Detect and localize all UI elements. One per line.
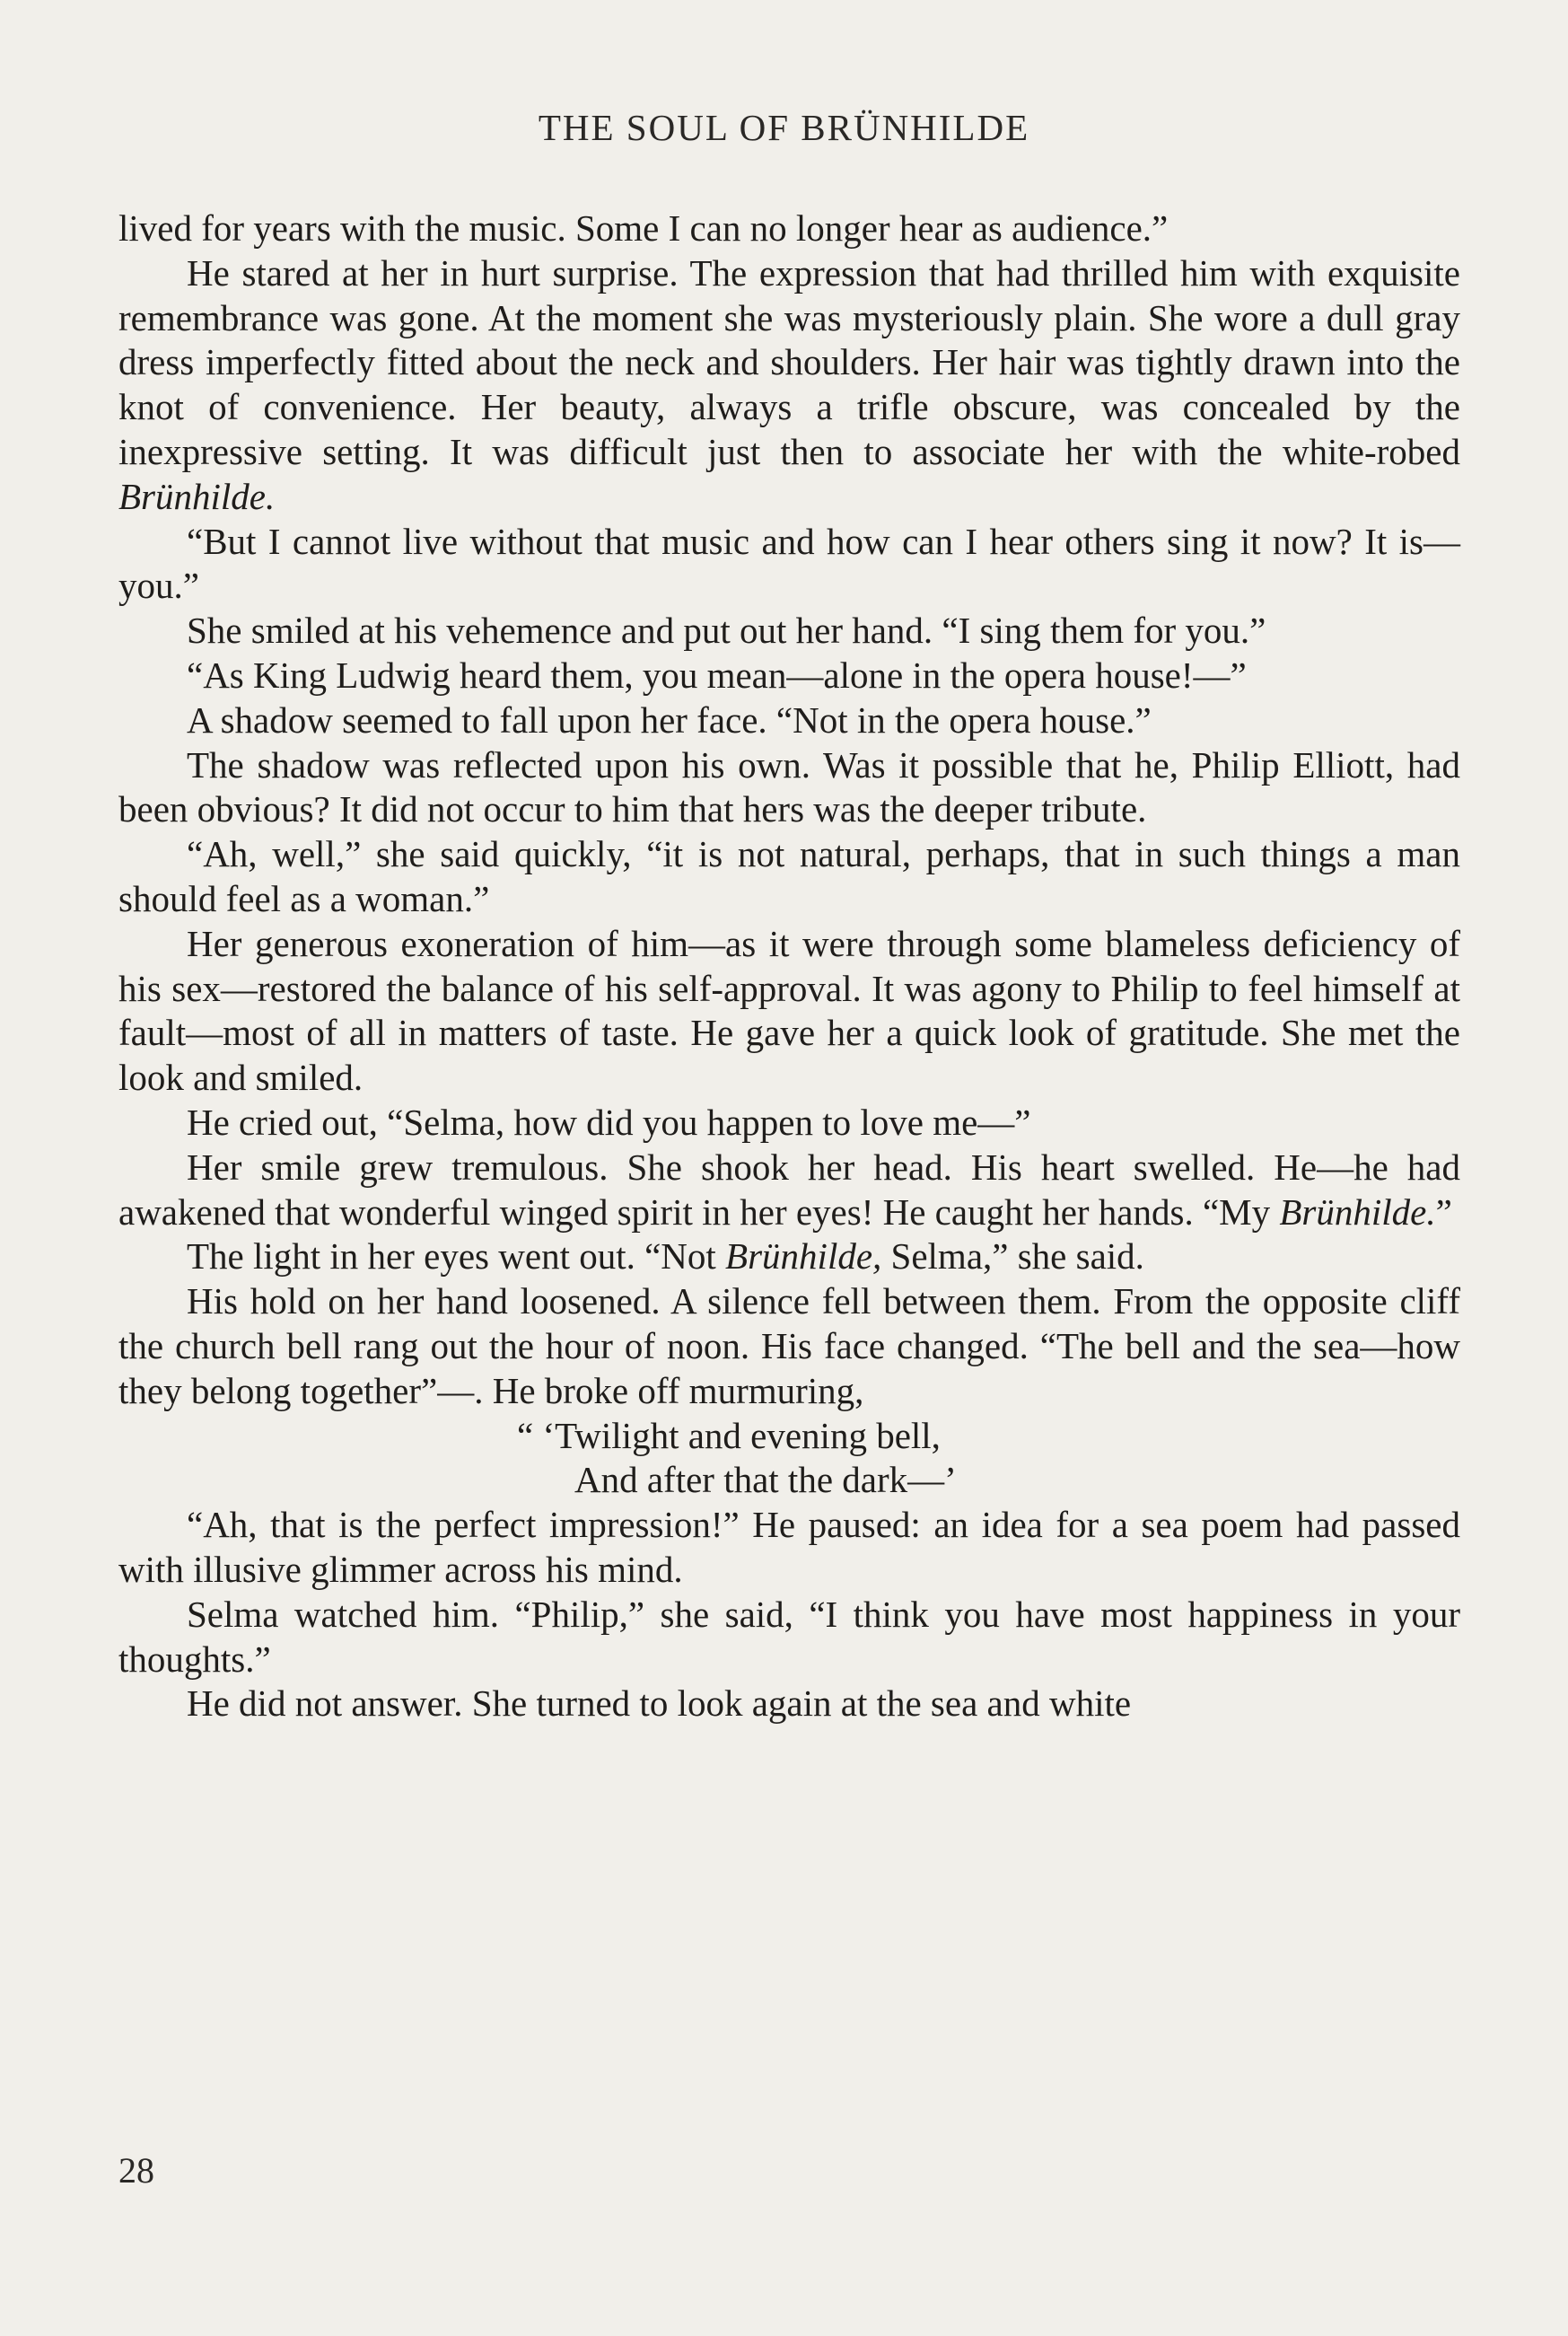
paragraph-2-italic: Brünhilde. xyxy=(118,475,276,517)
paragraph-16: He did not answer. She turned to look again at the sea and white xyxy=(187,1682,1132,1725)
paragraph-12-text: The light in her eyes went out. “Not xyxy=(187,1235,726,1278)
paragraph-10: He cried out, “Selma, how did you happen to love me—” xyxy=(187,1101,1031,1143)
paragraph-11-end: ” xyxy=(1435,1190,1452,1233)
body-text xyxy=(118,206,1460,1726)
paragraph-12 xyxy=(118,1234,1460,1279)
paragraph-11-text: Her smile grew tremulous. She shook her head. His heart swelled. He—he had awakened that wonderful winged spirit in her eyes! He caught her hands. “My xyxy=(118,1146,1460,1233)
paragraph-6: A shadow seemed to fall upon her face. “Not in the opera house.” xyxy=(187,698,1152,741)
verse-line-1: “ ‘Twilight and evening bell, xyxy=(517,1414,941,1456)
paragraph-2 xyxy=(118,251,1460,520)
paragraph-11 xyxy=(118,1146,1460,1235)
running-title: THE SOUL OF BRÜNHILDE xyxy=(538,107,1030,148)
paragraph-14: “Ah, that is the perfect impression!” He paused: an idea for a sea poem had passed with illusive glimmer across his mind. xyxy=(118,1504,1460,1590)
paragraph-7: The shadow was reflected upon his own. Was it possible that he, Philip Elliott, had been obvious? It did not occur to him that hers was the deeper tribute. xyxy=(118,743,1460,830)
verse-line-2: And after that the dark—’ xyxy=(574,1459,957,1501)
paragraph-1: lived for years with the music. Some I can no longer hear as audience.” xyxy=(118,207,1169,249)
page-number: 28 xyxy=(118,2150,154,2191)
paragraph-15: Selma watched him. “Philip,” she said, “I think you have most happiness in your thoughts.” xyxy=(118,1593,1460,1680)
paragraph-5: “As King Ludwig heard them, you mean—alone in the opera house!—” xyxy=(187,654,1247,696)
paragraph-3: “But I cannot live without that music and how can I hear others sing it now? It is—you.” xyxy=(118,520,1460,607)
paragraph-12-end: Selma,” she said. xyxy=(881,1235,1144,1278)
paragraph-4: She smiled at his vehemence and put out her hand. “I sing them for you.” xyxy=(187,610,1266,652)
paragraph-11-italic: Brünhilde. xyxy=(1279,1190,1436,1233)
paragraph-8: “Ah, well,” she said quickly, “it is not natural, perhaps, that in such things a man should feel as a woman.” xyxy=(118,833,1460,919)
paragraph-12-italic: Brünhilde, xyxy=(725,1235,882,1278)
paragraph-13: His hold on her hand loosened. A silence fell between them. From the opposite cliff the church bell rang out the hour of noon. His face changed. “The bell and the sea—how they belong together”—. He broke off murmuring, xyxy=(118,1280,1460,1411)
verse-quote xyxy=(118,1414,1460,1504)
paragraph-9: Her generous exoneration of him—as it were through some blameless deficiency of his sex—restored the balance of his self-approval. It was agony to Philip to feel himself at fault—most of all in matters of taste. He gave her a quick look of gratitude. She met the look and smiled. xyxy=(118,922,1460,1099)
paragraph-2-text: He stared at her in hurt surprise. The expression that had thrilled him with exquisite remembrance was gone. At the moment she was mysteriously plain. She wore a dull gray dress imperfectly fitted about the neck and shoulders. Her hair was tightly drawn into the knot of convenience. Her beauty, always a trifle obscure, was concealed by the inexpressive setting. It was difficult just then to associate her with the white-robed xyxy=(118,251,1460,472)
